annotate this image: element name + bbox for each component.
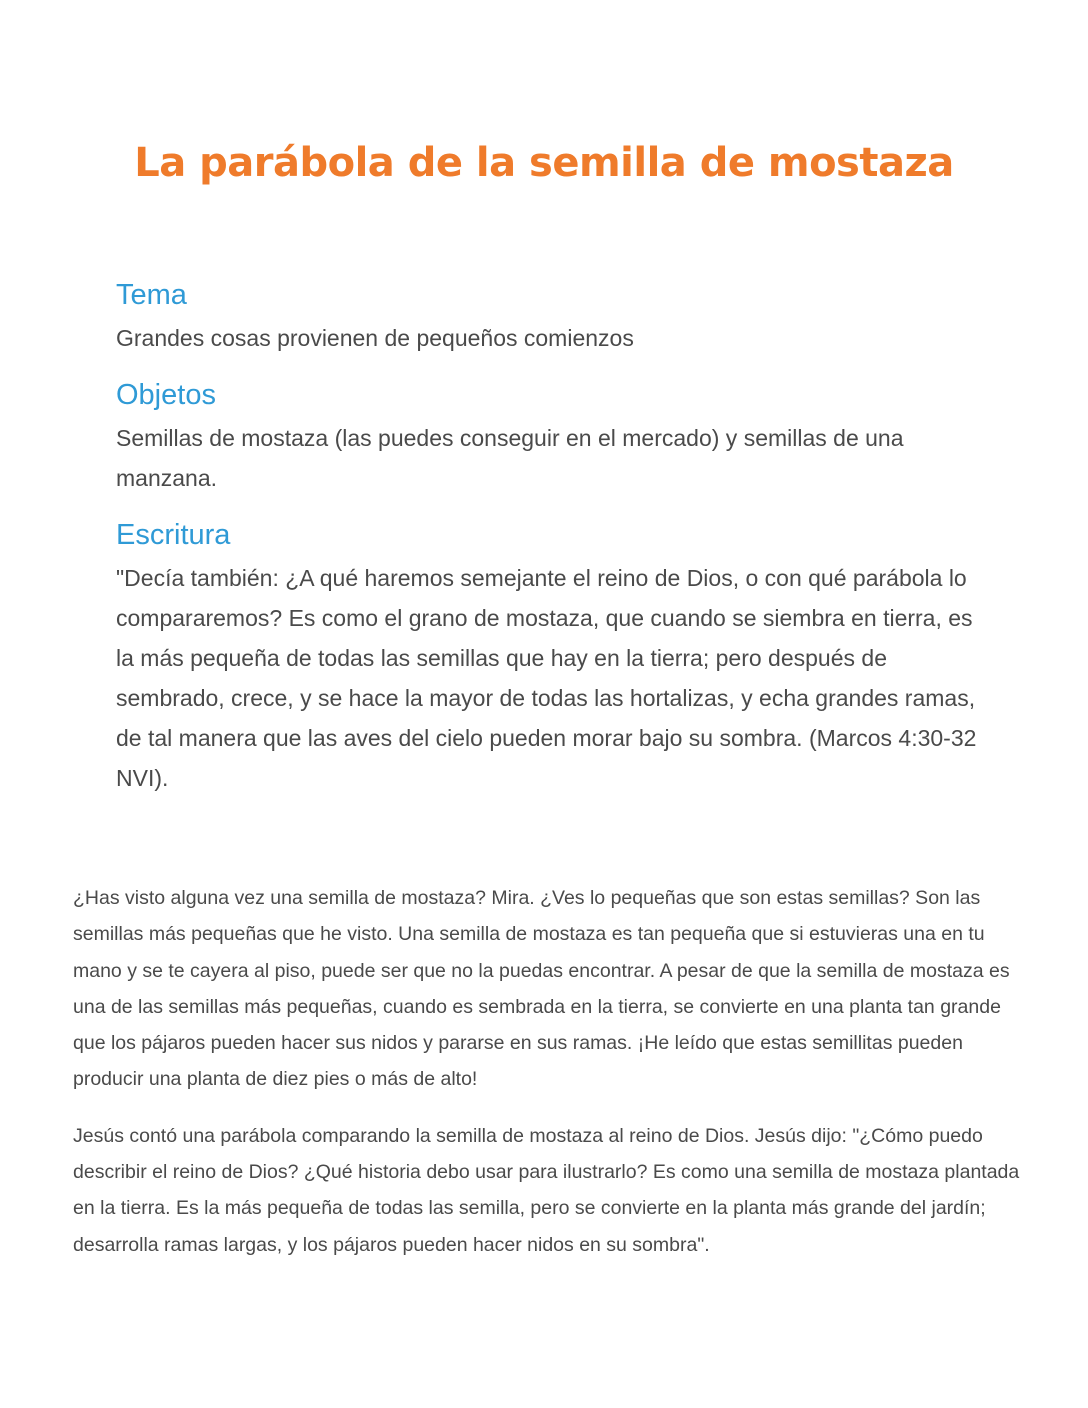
section-heading-objetos: Objetos: [116, 379, 216, 411]
section-tema: [116, 276, 996, 358]
story-paragraph-1: ¿Has visto alguna vez una semilla de mostaza? Mira. ¿Ves lo pequeñas que son estas semillas? Son las semillas más pequeñas que he visto. Una semilla de mostaza es tan pequeña que si estuvieras una en tu mano y se te cayera al piso, puede ser que no la puedas encontrar. A pesar de que la semilla de mostaza es una de las semillas más pequeñas, cuando es sembrada en la tierra, se convierte en una planta tan grande que los pájaros pueden hacer sus nidos y pararse en sus ramas. ¡He leído que estas semillitas pueden producir una planta de diez pies o más de alto!: [73, 887, 1010, 1091]
lesson-info: [116, 276, 996, 816]
page-title: La parábola de la semilla de mostaza: [134, 140, 954, 186]
section-heading-tema: Tema: [116, 279, 187, 311]
story-text: [73, 880, 1023, 1283]
section-body-objetos: Semillas de mostaza (las puedes conseguir en el mercado) y semillas de una manzana.: [116, 425, 904, 491]
section-body-tema: Grandes cosas provienen de pequeños comienzos: [116, 325, 634, 351]
section-body-escritura: "Decía también: ¿A qué haremos semejante el reino de Dios, o con qué parábola lo compararemos? Es como el grano de mostaza, que cuando se siembra en tierra, es la más pequeña de todas las semillas que hay en la tierra; pero después de sembrado, crece, y se hace la mayor de todas las hortalizas, y echa grandes ramas, de tal manera que las aves del cielo pueden morar bajo su sombra. (Marcos 4:30-32 NVI).: [116, 565, 977, 791]
story-paragraph-2: Jesús contó una parábola comparando la semilla de mostaza al reino de Dios. Jesús dijo: "¿Cómo puedo describir el reino de Dios? ¿Qué historia debo usar para ilustrarlo? Es como una semilla de mostaza plantada en la tierra. Es la más pequeña de todas las semilla, pero se convierte en la planta más grande del jardín; desarrolla ramas largas, y los pájaros pueden hacer nidos en su sombra".: [73, 1124, 1020, 1256]
section-heading-escritura: Escritura: [116, 519, 231, 551]
section-objetos: [116, 376, 996, 498]
section-escritura: [116, 516, 996, 798]
